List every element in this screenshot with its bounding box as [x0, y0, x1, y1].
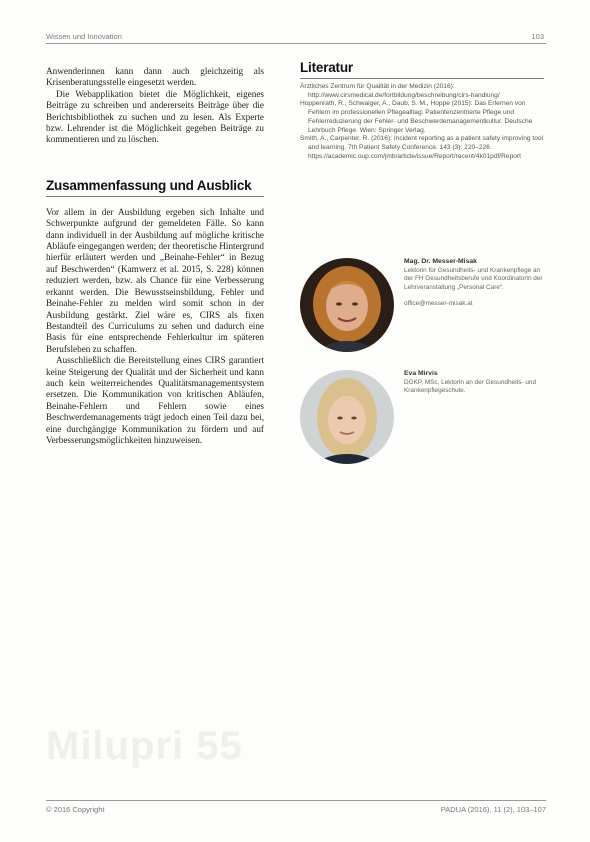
footer-citation: PADUA (2016), 11 (2), 103–107: [440, 805, 546, 814]
section-rule: [46, 196, 264, 197]
body-paragraph: Ausschließlich die Bereitstellung eines CIRS garantiert keine Steigerung der Qualität und der Sicherheit und kann auch kein weiterreichendes Qualitätsmanagementsystem ersetzen. Die Kommunikation von kritischen Abläufen, Beinahe-Fehlern und Fehlern sowie eines Beschwerdemanagements trägt jedoch einen Teil dazu bei, eine durchgängige Kommunikation zu fördern und auf Verbesserungsmöglichkeiten hinzuweisen.: [46, 355, 264, 445]
literature-section: [300, 60, 544, 161]
body-paragraph: Die Webapplikation bietet die Möglichkeit, eigenes Beiträge zu schreiben und andererseits Beiträge über die Berichtsbibliothek zu suchen und zu lesen. Als Experte bzw. Lehrender ist die Möglichkeit gegeben Beiträge zu kommentieren und zu löschen.: [46, 88, 264, 145]
reference-entry: Ärztliches Zentrum für Qualität in der Medizin (2016): http://www.cirsmedical.de/fortbildung/beschreibung/cirs-handlung/: [300, 83, 500, 99]
author-photo: [300, 370, 394, 464]
author-info: [404, 370, 544, 396]
section-title: Zusammenfassung und Ausblick: [46, 177, 252, 193]
body-paragraph: Anwenderinnen kann dann auch gleichzeitig als Krisenberatungsstelle eingesetzt werden.: [46, 66, 264, 88]
author-email[interactable]: office@messer-misak.at: [404, 300, 473, 308]
reference-entry: Smith, A., Carpenter, R. (2016): Incident reporting as a patient safety improving tool and learning. 7th Patient Safety Conference. 143 (3): 220–226. https://academic.oup.com/jmb/article/issue/Report/recent/4k01pdf/Report: [300, 135, 543, 160]
reference-entry: Hoppenrath, R., Schwaiger, A., Daub, S. M., Hoppe (2015): Das Erlernen von Fehlern im professionellen Pflegealltag: Patientenzentrierte Pflege und Fehlerreduzierung der Fehler- und Beschwerdemanagementkultur. Deutsche Lehrbuch Pflege. Wien: Springer Verlag.: [300, 100, 533, 134]
header-page-number: 103: [531, 32, 544, 41]
page-header: [46, 30, 546, 44]
header-rule: [46, 43, 546, 44]
author-photo: [300, 258, 394, 352]
body-paragraph: Vor allem in der Ausbildung ergeben sich Inhalte und Schwerpunkte aufgrund der gemeldeten Fälle. So kann dann individuell in der Ausbildung auf mögliche kritische Abläufe eingegangen werden; der theoretische Hintergrund hierfür erläutert werden und „Beinahe-Fehler“ in Bezug auf Beschwerden“ (Kamwerz et al. 2015, S. 228) können reduziert werden, bzw. als Chance für eine Verbesserung erkannt werden. Die Bewusstseinsbildung, Fehler und Beinahe-Fehler zu melden wird somit schon in der Ausbildung gestärkt. Ziel wäre es, CIRS als fixen Bestandteil des Curriculums zu sehen und dadurch eine Basis für eine entsprechende Fehlerkultur im späteren Berufsleben zu schaffen.: [46, 206, 264, 354]
page-footer: [46, 800, 546, 814]
literature-title: Literatur: [300, 60, 353, 75]
literature-rule: [300, 78, 544, 79]
author-description: Lektorin für Gesundheits- und Krankenpflege an der FH Gesundheitsberufe und Koordinatorin der Lehrveranstaltung „Personal Care“.: [404, 267, 543, 291]
author-name: Eva Mirvis: [404, 370, 438, 377]
author-description: DGKP, MSc, Lektorin an der Gesundheits- und Krankenpflegeschule.: [404, 379, 537, 395]
author-info: [404, 258, 544, 309]
header-section-label: Wissen und Innovation: [46, 32, 122, 41]
portrait-image-icon: [300, 258, 394, 352]
faint-watermark: Milupri 55: [46, 724, 243, 768]
footer-copyright: © 2016 Copyright: [46, 805, 105, 814]
author-name: Mag. Dr. Messer-Misak: [404, 258, 477, 265]
portrait-image-icon: [300, 370, 394, 464]
footer-rule: [46, 800, 546, 801]
left-column: [46, 66, 264, 446]
